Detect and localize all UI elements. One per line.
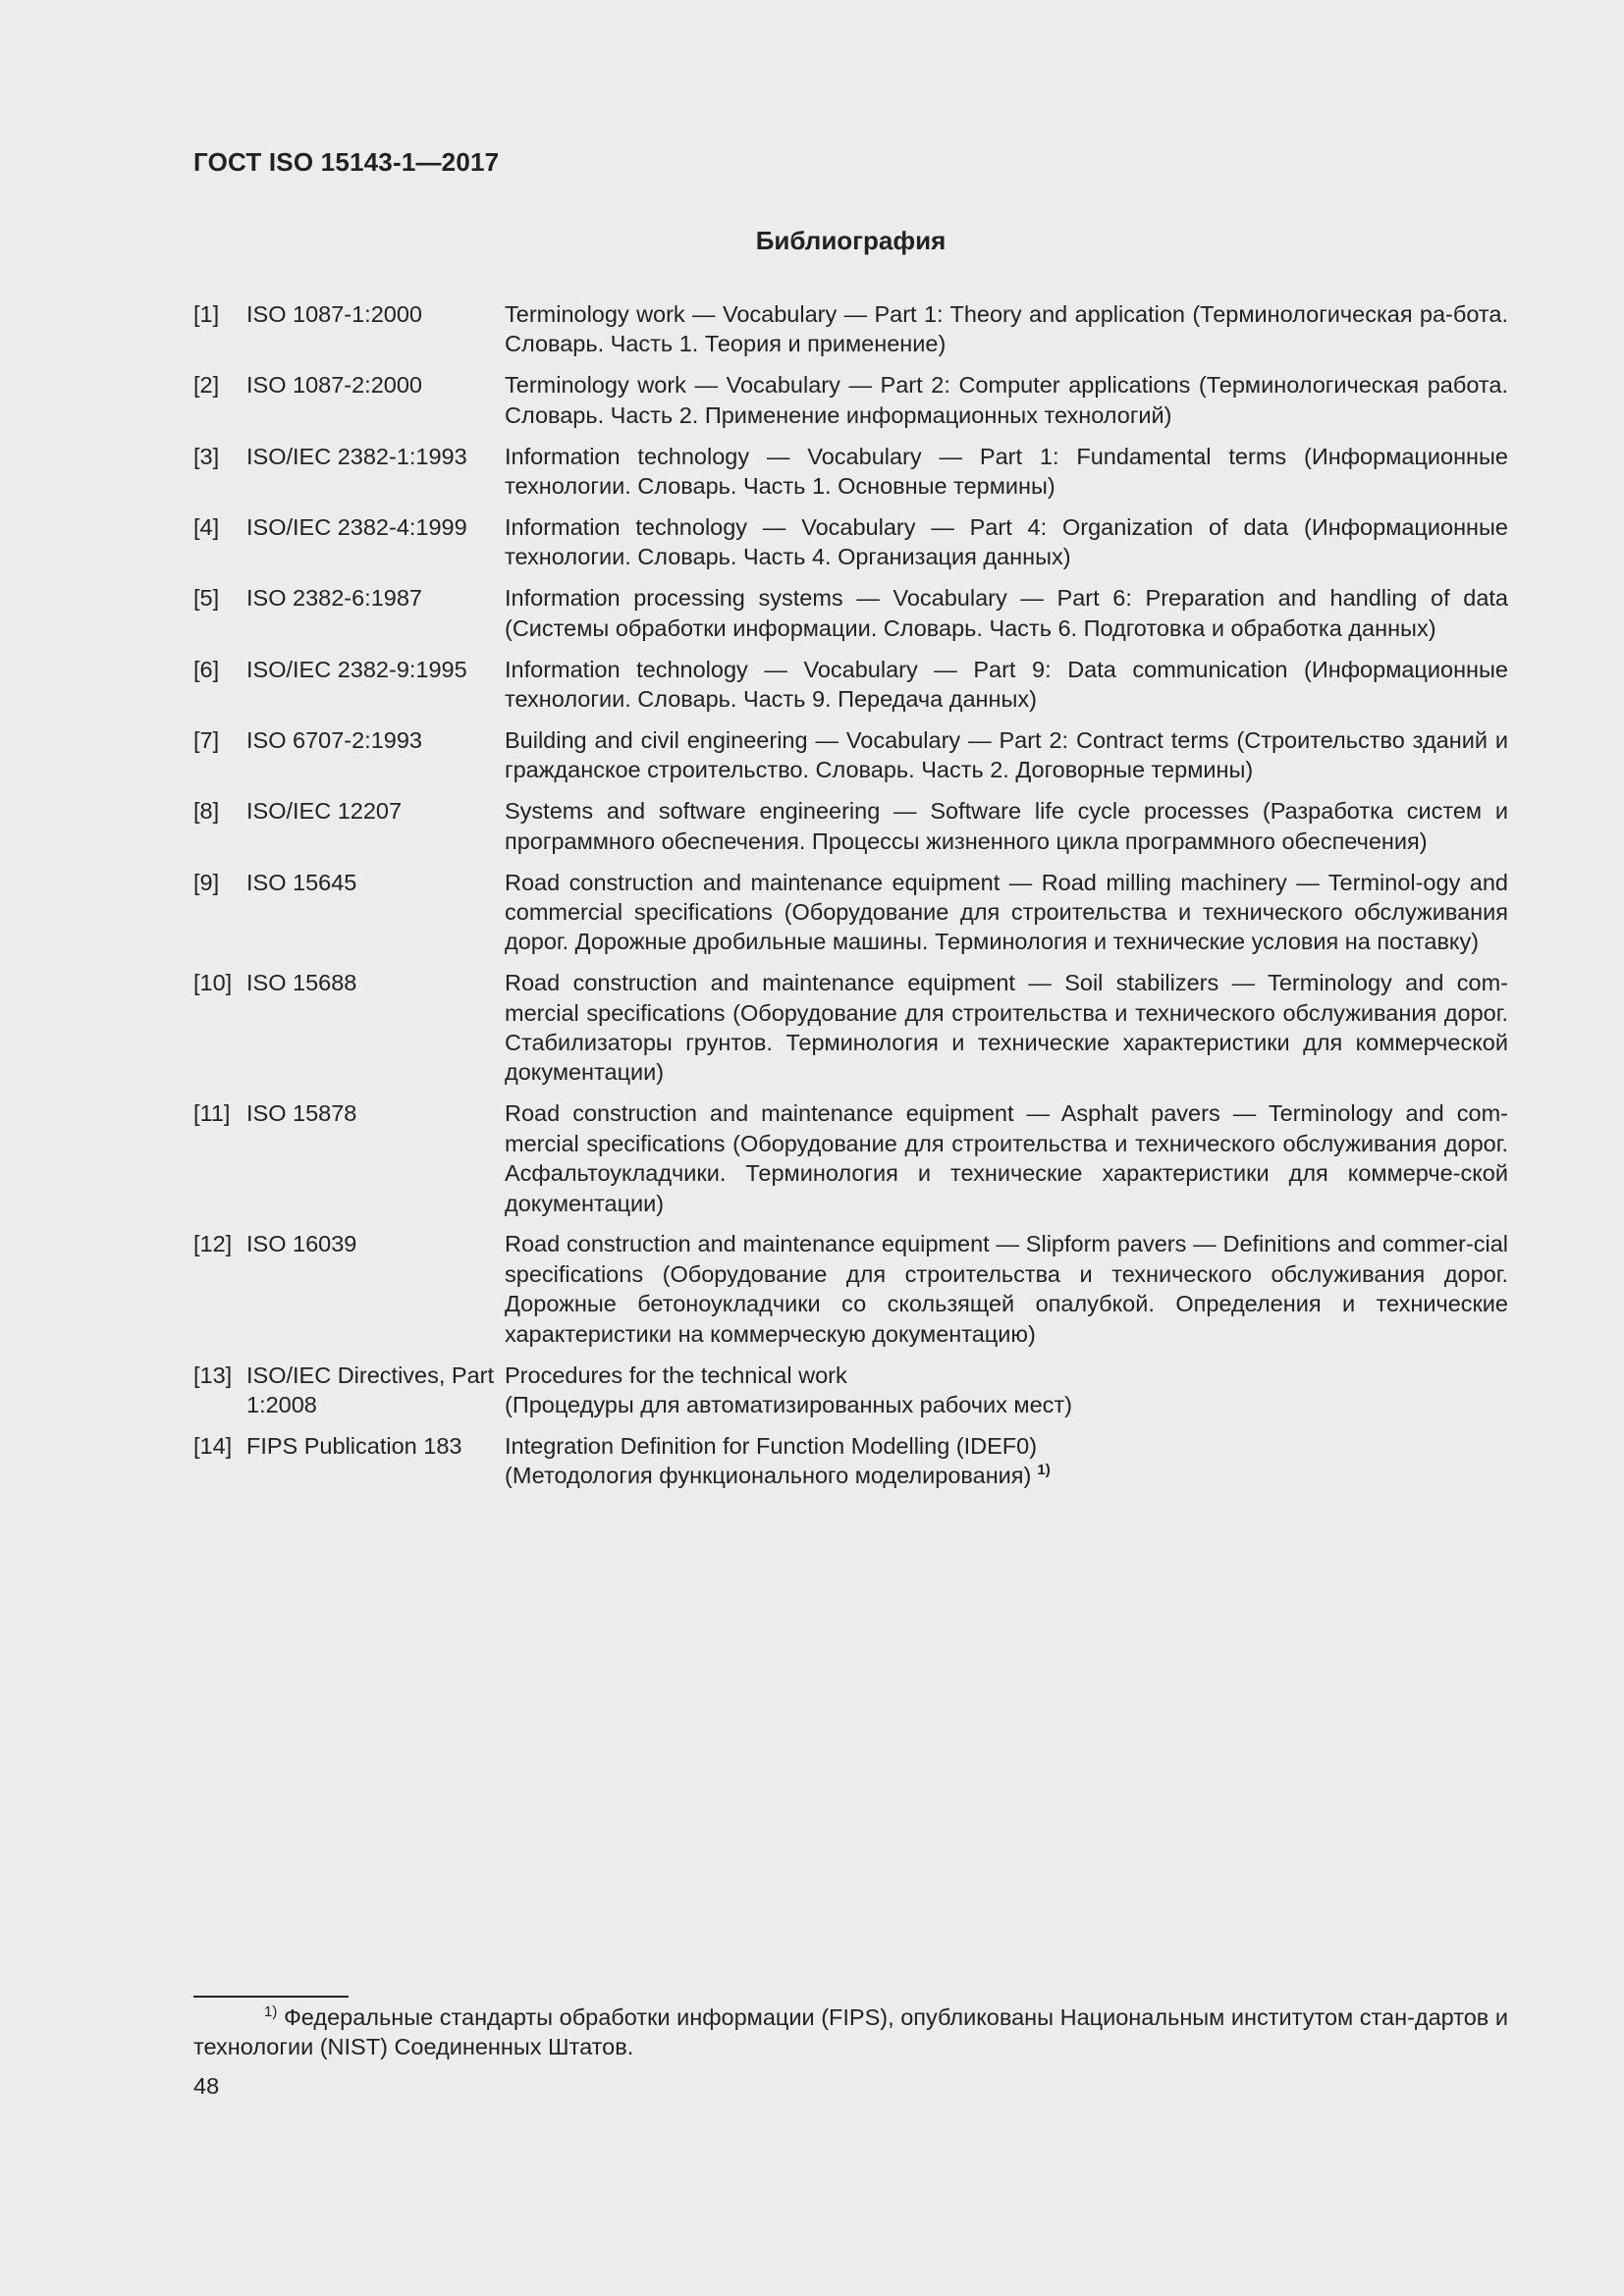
entry-description-line: Procedures for the technical work [505, 1362, 847, 1388]
entry-description: Information technology — Vocabulary — Part 9: Data communication (Информационные технологии. Словарь. Часть 9. Передача данных) [505, 656, 1508, 712]
entry-description [505, 1431, 1508, 1491]
entry-reference: ISO/IEC Directives, Part 1:2008 [246, 1362, 495, 1417]
page-number: 48 [193, 2073, 220, 2099]
entry-description: Information technology — Vocabulary — Part 1: Fundamental terms (Информационные технологии. Словарь. Часть 1. Основные термины) [505, 443, 1508, 500]
entry-number: [14] [193, 1432, 233, 1459]
entry-number: [4] [193, 513, 220, 540]
bibliography-entry [193, 583, 1508, 643]
entry-number: [11] [193, 1100, 231, 1127]
entry-reference: ISO 1087-1:2000 [246, 301, 422, 327]
document-header: ГОСТ ISO 15143-1—2017 [193, 147, 500, 177]
footnote-mark: 1) [264, 2003, 278, 2020]
entry-description: Information technology — Vocabulary — Part 4: Organization of data (Информационные технологии. Словарь. Часть 4. Организация данных) [505, 513, 1508, 570]
entry-number: [5] [193, 585, 220, 612]
entry-number: [2] [193, 372, 220, 399]
bibliography-entry [193, 299, 1508, 359]
entry-description: Systems and software engineering — Software life cycle processes (Разработка систем и программного обеспечения. Процессы жизненного цикла программного обеспечения) [505, 798, 1508, 854]
bibliography-entry [193, 968, 1508, 1088]
entry-number: [10] [193, 970, 233, 996]
entry-reference: ISO 15645 [246, 869, 357, 895]
bibliography-entry [193, 868, 1508, 957]
entry-description: Terminology work — Vocabulary — Part 2: Computer applications (Терминологическая работа. Словарь. Часть 2. Применение информационных технологий) [505, 372, 1508, 428]
bibliography-entry [193, 725, 1508, 785]
page-title: Библиография [755, 226, 947, 255]
entry-description: Information processing systems — Vocabulary — Part 6: Preparation and handling of data (Системы обработки информации. Словарь. Часть 6. Подготовка и обработка данных) [505, 585, 1508, 641]
entry-number: [12] [193, 1231, 233, 1257]
bibliography-entry [193, 1229, 1508, 1349]
entry-description: Building and civil engineering — Vocabulary — Part 2: Contract terms (Строительство зданий и гражданское строительство. Словарь. Часть 2. Договорные термины) [505, 726, 1508, 783]
footnote-text: Федеральные стандарты обработки информации (FIPS), опубликованы Национальным институтом стан-дартов и технологии (NIST) Соединенных Штатов. [193, 2004, 1508, 2060]
entry-description-translation: (Методология функционального моделирования) [505, 1463, 1032, 1489]
entry-number: [1] [193, 301, 220, 327]
entry-reference: ISO 15688 [246, 970, 357, 996]
entry-reference: ISO 16039 [246, 1231, 357, 1257]
entry-reference: ISO 1087-2:2000 [246, 372, 422, 399]
entry-description: Terminology work — Vocabulary — Part 1: Theory and application (Терминологическая ра-бота. Словарь. Часть 1. Теория и применение) [505, 301, 1508, 357]
entry-reference: ISO/IEC 2382-9:1995 [246, 656, 467, 682]
entry-reference: ISO/IEC 2382-1:1993 [246, 443, 467, 469]
entry-number: [13] [193, 1362, 233, 1388]
entry-number: [9] [193, 869, 220, 895]
entry-description [505, 1361, 1508, 1420]
entry-description: Road construction and maintenance equipment — Asphalt pavers — Terminology and com-mercial specifications (Оборудование для строительства и технического обслуживания дорог. Асфальтоукладчики. Терминология и технические характеристики для коммерче-ской документации) [505, 1100, 1508, 1216]
bibliography-entry [193, 370, 1508, 430]
entry-description-translation: (Процедуры для автоматизированных рабочих мест) [505, 1392, 1072, 1417]
bibliography-list [193, 299, 1508, 1502]
entry-description: Road construction and maintenance equipment — Slipform pavers — Definitions and commer-cial specifications (Оборудование для строительства и технического обслуживания дорог. Дорожные бетоноукладчики со скользящей опалубкой. Определения и технические характеристики на коммерческую документацию) [505, 1231, 1508, 1347]
footnote-reference: 1) [1037, 1462, 1051, 1479]
bibliography-entry [193, 796, 1508, 856]
bibliography-entry [193, 512, 1508, 572]
entry-reference: ISO/IEC 12207 [246, 798, 403, 825]
entry-description: Road construction and maintenance equipment — Soil stabilizers — Terminology and com-mercial specifications (Оборудование для строительства и технического обслуживания дорог. Стабилизаторы грунтов. Терминология и технические характеристики для коммерческой документации) [505, 970, 1508, 1086]
entry-description-translation-wrap [505, 1461, 1508, 1490]
footnote-divider [193, 1996, 349, 1998]
bibliography-entry [193, 1098, 1508, 1218]
entry-reference: ISO 6707-2:1993 [246, 726, 422, 753]
footnote [193, 2002, 1508, 2062]
entry-reference: FIPS Publication 183 [246, 1432, 462, 1459]
entry-reference: ISO/IEC 2382-4:1999 [246, 513, 467, 540]
entry-reference: ISO 2382-6:1987 [246, 585, 422, 612]
entry-number: [6] [193, 656, 220, 682]
entry-reference: ISO 15878 [246, 1100, 357, 1127]
bibliography-entry [193, 1361, 1508, 1420]
entry-number: [7] [193, 726, 220, 753]
entry-description: Road construction and maintenance equipment — Road milling machinery — Terminol-ogy and commercial specifications (Оборудование для строительства и технического обслуживания дорог. Дорожные дробильные машины. Терминология и технические условия на поставку) [505, 869, 1508, 955]
bibliography-entry [193, 442, 1508, 502]
entry-description-line: Integration Definition for Function Modelling (IDEF0) [505, 1432, 1038, 1459]
entry-number: [8] [193, 798, 220, 825]
entry-number: [3] [193, 443, 220, 469]
bibliography-entry [193, 1431, 1508, 1491]
bibliography-entry [193, 655, 1508, 715]
